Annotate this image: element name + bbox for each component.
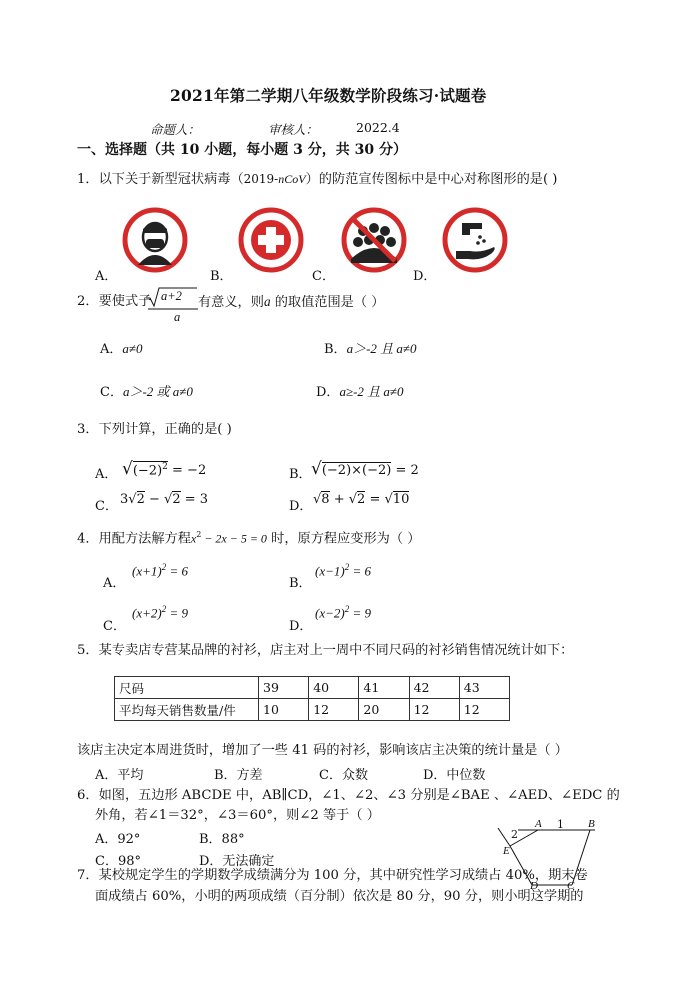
q4-option-b-expr: $(x-1)^2 = 6$ <box>315 562 371 579</box>
figure-label-e: E <box>503 845 510 857</box>
table-cell: 42 <box>409 677 459 699</box>
page-title: 2021年第二学期八年级数学阶段练习·试题卷 <box>170 86 487 105</box>
fraction-denominator: a <box>174 310 181 324</box>
table-cell: 41 <box>359 677 409 699</box>
q4-option-c-label[interactable]: C． <box>103 619 126 634</box>
figure-label-b: B <box>588 818 595 830</box>
question-5-stem: 5．某专卖店专营某品牌的衬衫，店主对上一周中不同尺码的衬衫销售情况统计如下： <box>77 643 574 658</box>
q3-option-c-expr: 3√2 − √2 = 3 <box>120 492 209 507</box>
reviewer-label: 审核人： <box>268 122 319 137</box>
question-6-line2: 外角，若∠1＝32°，∠3＝60°，则∠2 等于（ ） <box>95 808 380 823</box>
question-7-line2: 面成绩占 60%，小明的两项成绩（百分制）依次是 80 分，90 分，则小明这学期的 <box>95 889 584 904</box>
table-row <box>115 699 510 721</box>
q2-option-a[interactable]: A．a≠0 <box>100 341 143 357</box>
hand-washing-icon <box>442 207 508 273</box>
q1-option-b[interactable]: B． <box>210 269 233 284</box>
q5-option-b[interactable]: B．方差 <box>214 768 263 783</box>
q5-option-a[interactable]: A．平均 <box>95 768 144 783</box>
sqrt-radicand: a+2 <box>161 289 182 303</box>
mask-face-icon <box>122 207 188 273</box>
sales-table <box>114 676 510 721</box>
q3-option-b-label[interactable]: B． <box>289 467 312 482</box>
table-cell: 尺码 <box>115 677 259 699</box>
table-cell: 12 <box>459 699 509 721</box>
q4-option-b-label[interactable]: B． <box>289 576 312 591</box>
question-1-stem: 1．以下关于新型冠状病毒（2019-nCoV）的防范宣传图标中是中心对称图形的是( ) <box>77 172 558 187</box>
figure-label-2: 2 <box>511 828 518 841</box>
q2-option-b[interactable]: B．a＞-2 且 a≠0 <box>324 341 417 357</box>
table-cell: 43 <box>459 677 509 699</box>
figure-label-1: 1 <box>557 818 564 831</box>
q1-option-c[interactable]: C． <box>312 269 335 284</box>
q4-option-a-expr: $(x+1)^2 = 6$ <box>132 562 188 579</box>
q3-option-b-expr: √(−2)×(−2) = 2 <box>311 459 419 479</box>
table-cell: 20 <box>359 699 409 721</box>
q1-option-d[interactable]: D． <box>413 269 437 284</box>
table-row <box>115 677 510 699</box>
table-cell: 40 <box>309 677 359 699</box>
medical-cross-icon <box>238 207 304 273</box>
question-6-line1: 6．如图，五边形 ABCDE 中，AB∥CD，∠1、∠2、∠3 分别是∠BAE 、∠AED、∠EDC 的 <box>77 788 620 803</box>
table-cell: 39 <box>259 677 309 699</box>
section-heading: 一、选择题（共 10 小题，每小题 3 分，共 30 分） <box>77 142 407 158</box>
table-cell: 12 <box>309 699 359 721</box>
q2-option-d[interactable]: D．a≥-2 且 a≠0 <box>316 384 404 400</box>
q6-option-d[interactable]: D．无法确定 <box>199 854 275 869</box>
q6-option-b[interactable]: B．88° <box>199 832 245 847</box>
table-cell: 平均每天销售数量/件 <box>115 699 259 721</box>
q2-option-c[interactable]: C．a＞-2 或 a≠0 <box>100 384 193 400</box>
q3-option-a-expr: $√(-2)^2 = -2$ <box>122 459 207 479</box>
table-cell: 10 <box>259 699 309 721</box>
question-2-suffix: 有意义，则a 的取值范围是（ ） <box>198 294 385 310</box>
question-3-stem: 3．下列计算，正确的是( ) <box>77 422 232 437</box>
q4-option-d-label[interactable]: D． <box>289 619 313 634</box>
q6-option-c[interactable]: C．98° <box>95 854 141 869</box>
question-4-stem: 4．用配方法解方程$x^2 - 2x - 5 = 0$ 时，原方程应变形为（ ） <box>77 530 421 547</box>
q4-option-d-expr: $(x-2)^2 = 9$ <box>315 604 371 621</box>
q3-option-d-label[interactable]: D． <box>289 499 313 514</box>
q5-option-c[interactable]: C．众数 <box>319 768 368 783</box>
question-5-follow: 该店主决定本周进货时，增加了一些 41 码的衬衫，影响该店主决策的统计量是（ ） <box>77 743 568 758</box>
figure-label-a: A <box>535 818 542 830</box>
exam-date: 2022.4 <box>356 120 400 135</box>
author-label: 命题人： <box>150 122 201 137</box>
figure-label-c: C <box>567 880 575 892</box>
table-cell: 12 <box>409 699 459 721</box>
no-crowd-icon <box>341 207 407 273</box>
q4-option-c-expr: $(x+2)^2 = 9$ <box>132 604 188 621</box>
question-7-line1: 7．某校规定学生的学期数学成绩满分为 100 分，其中研究性学习成绩占 40%，期末卷 <box>77 868 588 883</box>
figure-label-d: D <box>530 880 538 892</box>
q6-option-a[interactable]: A．92° <box>95 832 141 847</box>
q5-option-d[interactable]: D．中位数 <box>423 768 486 783</box>
q3-option-d-expr: √8 + √2 = √10 <box>313 492 410 507</box>
q4-option-a-label[interactable]: A． <box>103 576 126 591</box>
question-2-prefix: 2．要使式子 <box>77 294 152 309</box>
q3-option-c-label[interactable]: C． <box>95 499 118 514</box>
q3-option-a-label[interactable]: A． <box>95 467 118 482</box>
q1-option-a[interactable]: A． <box>95 269 118 284</box>
